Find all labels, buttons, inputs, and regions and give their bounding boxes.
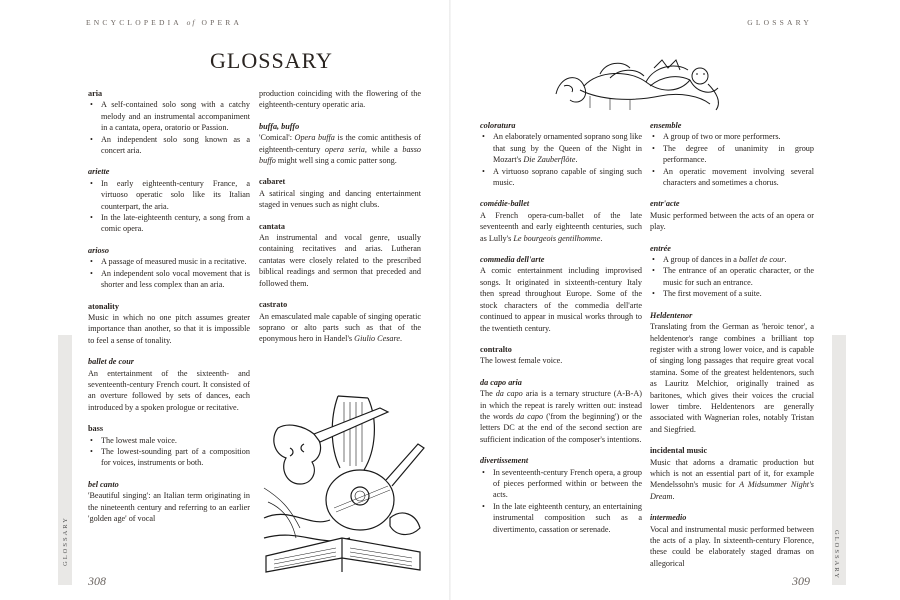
entry-bullet: • The lowest male voice. (88, 435, 250, 446)
entry-term: arioso (88, 245, 109, 255)
cherub-illustration (550, 56, 730, 114)
entry-term: buffa, buffo (259, 121, 300, 131)
running-head-left (86, 18, 242, 27)
glossary-entry (480, 455, 642, 535)
entry-term: entr'acte (650, 199, 680, 209)
entry-term: ensemble (650, 121, 682, 130)
glossary-entry (88, 88, 250, 156)
glossary-entry (88, 301, 250, 347)
entry-definition: Music that adorns a dramatic production but which is not an essential part of it, for example Mendelssohn's music for A Midsummer Night's Dream. (650, 457, 814, 501)
entry-term: entrée (650, 243, 671, 253)
entry-term: commedia dell'arte (480, 255, 545, 265)
glossary-entry (480, 198, 642, 244)
entry-definition: Music performed between the acts of an opera or play. (650, 210, 814, 232)
entry-bullet: • In seventeenth-century French opera, a group of pieces performed within or between the acts. (480, 467, 642, 501)
glossary-entry (480, 254, 642, 334)
right-page (450, 0, 900, 600)
entry-term: incidental music (650, 446, 708, 456)
glossary-entry (88, 356, 250, 413)
glossary-entry (259, 121, 421, 167)
right-column-1 (480, 120, 642, 545)
right-column-2 (650, 120, 814, 579)
entry-definition: Translating from the German as 'heroic tenor', a heldentenor's range combines a brilliant top register with a strong lower voice, and is capable of singing long passages that require great vocal stamina. Some of the greatest heldentenors, such as Lauritz Melchior, originally trained as baritones, which gives their voices the crucial lower timbre. Heldentenors are generally associated with Wagnerian roles, notably Tristan and Siegfried. (650, 322, 814, 434)
entry-term: coloratura (480, 121, 516, 130)
running-head-right: GLOSSARY (747, 18, 812, 27)
glossary-entry (480, 377, 642, 445)
glossary-entry (650, 512, 814, 569)
entry-term: aria (88, 89, 103, 98)
page-title: GLOSSARY (210, 48, 333, 73)
entry-definition: 'Comical': Opera buffa is the comic antithesis of eighteenth-century opera seria, while a basso buffo might well sing a comic patter song. (259, 133, 421, 166)
entry-term: castrato (259, 300, 288, 310)
running-head-text: OPERA (201, 18, 243, 27)
glossary-entry (259, 299, 421, 345)
entry-term: comédie-ballet (480, 199, 530, 209)
entry-term: cabaret (259, 177, 286, 187)
entry-definition: 'Beautiful singing': an Italian term originating in the nineteenth century and referring to an earlier 'golden age' of vocal (88, 491, 250, 523)
entry-term: bass (88, 424, 104, 434)
entry-term: ballet de cour (88, 357, 134, 367)
glossary-entry (650, 120, 814, 188)
entry-definition: A comic entertainment including improvised songs. It originated in sixteenth-century Italy then spread throughout Europe. Some of the stock characters of the commedia dell'arte continued to appear in musical works through to the twentieth century. (480, 266, 642, 333)
left-column-2 (259, 88, 421, 355)
entry-bullet: • An operatic movement involving several characters and sometimes a chorus. (650, 166, 814, 189)
entry-bullet: • In the late-eighteenth century, a song from a comic opera. (88, 212, 250, 235)
glossary-entry-continued (259, 88, 421, 111)
entry-bullet: • An independent solo vocal movement that is shorter and less complex than an aria. (88, 268, 250, 291)
entry-bullet: • A group of dances in a ballet de cour. (650, 254, 814, 265)
entry-bullet: • An independent solo song known as a concert aria. (88, 134, 250, 157)
entry-term: intermedio (650, 513, 687, 523)
entry-bullet: • The degree of unanimity in group performance. (650, 143, 814, 166)
entry-definition: A satirical singing and dancing entertainment staged in venues such as night clubs. (259, 188, 421, 210)
left-column-1 (88, 88, 250, 534)
entry-definition: The da capo aria is a ternary structure (A-B-A) in which the repeat is rarely written out: instead the words da capo ('from the beginning') or the letters DC at the end of the second section are sufficient indication of the composer's intentions. (480, 389, 643, 444)
entry-term: atonality (88, 301, 119, 311)
side-tab-label: GLOSSARY (62, 516, 69, 566)
glossary-entry (480, 344, 642, 367)
entry-bullet: • In the late eighteenth century, an entertaining instrumental composition such as a divertimento, cassation or serenade. (480, 501, 642, 535)
glossary-entry (650, 445, 814, 502)
page-number: 309 (792, 574, 810, 588)
entry-term: da capo aria (480, 377, 522, 387)
entry-definition: The lowest female voice. (480, 356, 563, 366)
entry-bullet: • A self-contained solo song with a catchy melody and an instrumental accompaniment in a cantata, opera, oratorio or Passion. (88, 99, 250, 133)
entry-bullet: • A passage of measured music in a recitative. (88, 256, 250, 267)
glossary-entry (88, 245, 250, 291)
entry-term: bel canto (88, 479, 119, 489)
glossary-entry (650, 310, 814, 435)
glossary-entry (259, 176, 421, 210)
entry-definition: An entertainment of the sixteenth- and seventeenth-century French court. It consisted of an overture followed by sets of dances, each introduced by a spoken prologue or recitative. (88, 368, 250, 412)
entry-bullet: • A group of two or more performers. (650, 131, 814, 142)
page-number: 308 (88, 574, 106, 588)
glossary-entry (650, 198, 814, 232)
entry-definition: An instrumental and vocal genre, usually containing recitatives and arias. Lutheran cantatas were closely related to the prescribed biblical readings and sermon that preceded and followed them. (259, 233, 421, 288)
entry-definition: Vocal and instrumental music performed between the acts of a play. In sixteenth-century Florence, these could be elaborately staged dramas on allegorical (650, 524, 814, 568)
entry-definition: A French opera-cum-ballet of the late seventeenth and early eighteenth centuries, such as Lully's Le bourgeois gentilhomme. (480, 210, 642, 243)
entry-bullet: • The entrance of an operatic character, or the music for such an entrance. (650, 265, 814, 288)
glossary-entry (480, 120, 642, 188)
entry-term: divertissement (480, 456, 529, 466)
running-head-text: ENCYCLOPEDIA (86, 18, 182, 27)
entry-bullet: • The lowest-sounding part of a composition for voices, instruments or both. (88, 446, 250, 469)
glossary-entry (650, 243, 814, 300)
entry-bullet: • In early eighteenth-century France, a virtuoso operatic solo like its Italian counterpart, the aria. (88, 178, 250, 212)
musical-instruments-illustration (260, 388, 426, 574)
running-head-of: of (186, 18, 197, 27)
entry-term: cantata (259, 221, 285, 231)
entry-term: contralto (480, 344, 512, 354)
entry-term: Heldentenor (650, 310, 693, 320)
glossary-entry (88, 479, 250, 525)
entry-definition: Music in which no one pitch assumes greater importance than another, so that it is impossible to feel a sense of tonality. (88, 312, 250, 345)
side-tab-label: GLOSSARY (833, 530, 840, 580)
entry-bullet: • An elaborately ornamented soprano song like that sung by the Queen of the Night in Mozart's Die Zauberflöte. (480, 131, 642, 165)
glossary-entry (88, 166, 250, 234)
glossary-entry (259, 221, 421, 289)
entry-bullet: • The first movement of a suite. (650, 288, 814, 299)
entry-bullet: • A virtuoso soprano capable of singing such music. (480, 166, 642, 189)
entry-definition: An emasculated male capable of singing operatic soprano or alto parts such as that of the eponymous hero in Handel's Giulio Cesare. (259, 311, 421, 344)
glossary-entry (88, 423, 250, 469)
entry-term: ariette (88, 167, 110, 177)
entry-definition: production coinciding with the flowering of the eighteenth-century operatic aria. (259, 89, 421, 110)
